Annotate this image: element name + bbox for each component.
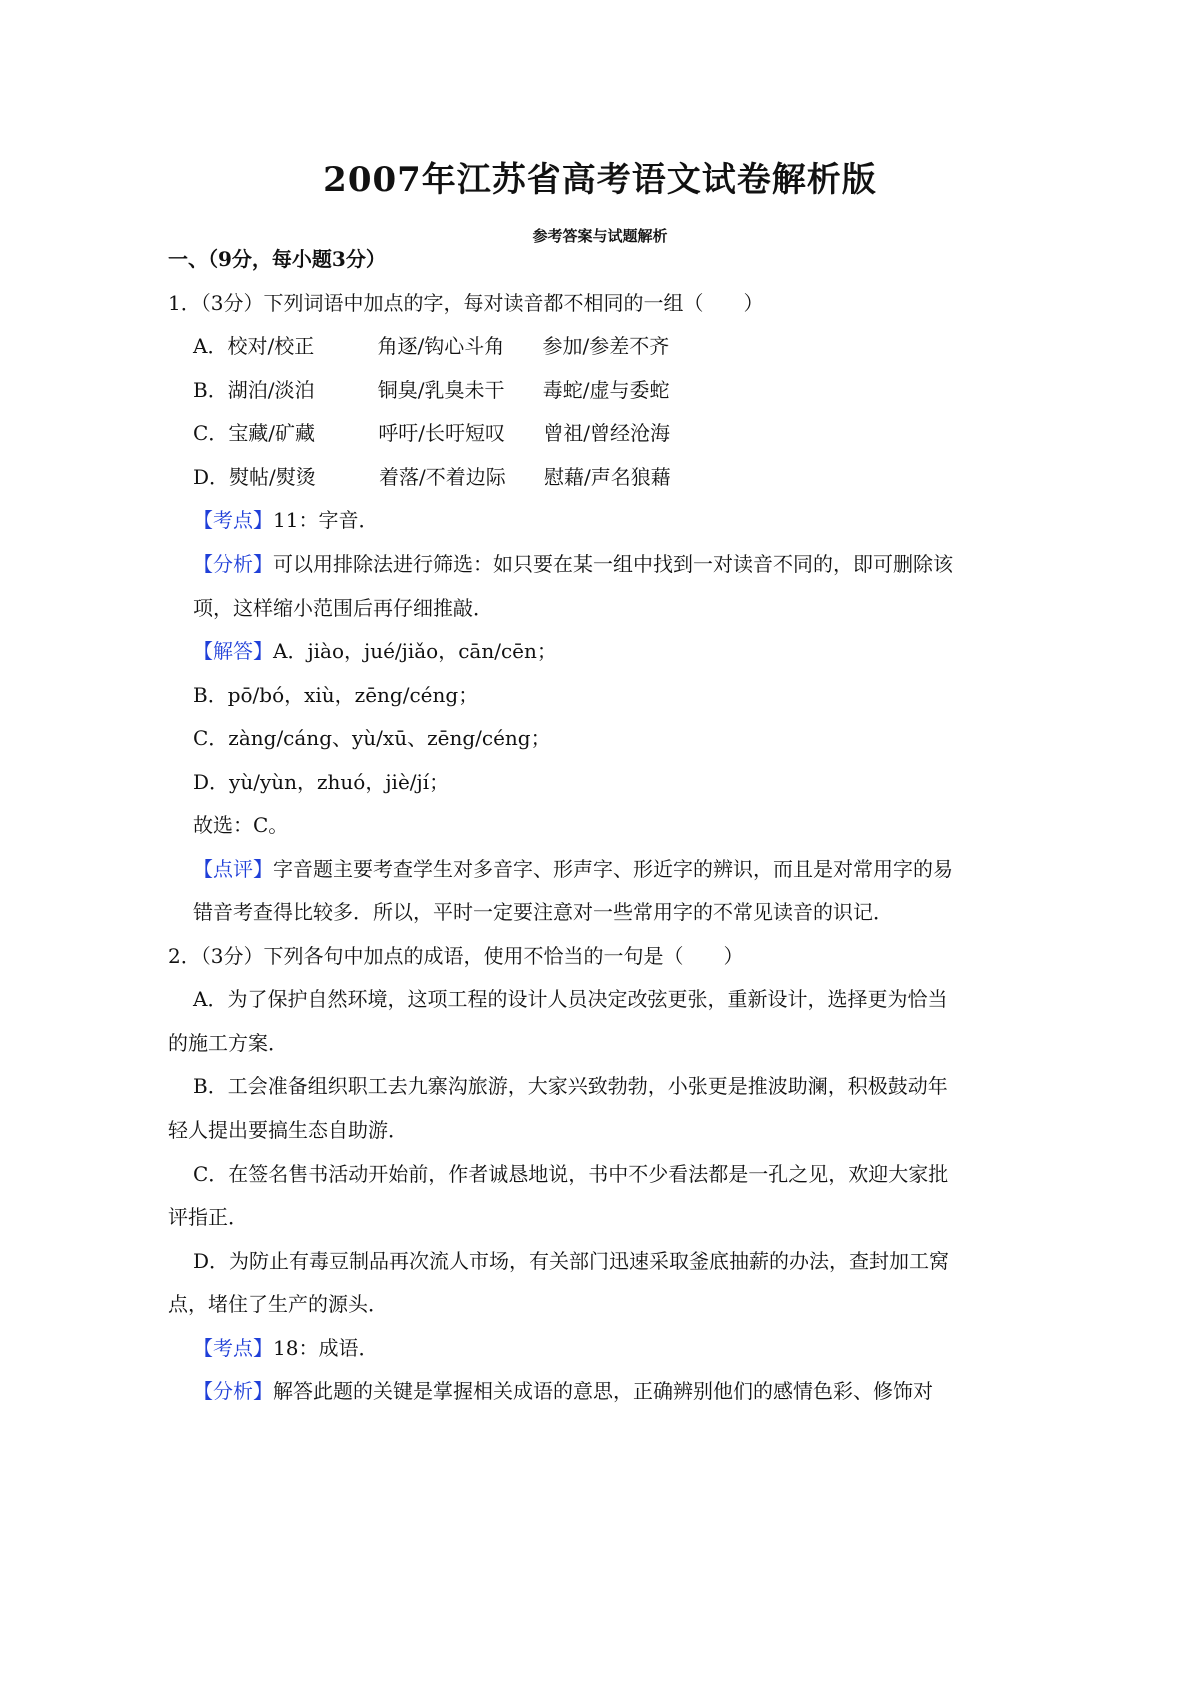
option-item: 着落/不着边际 xyxy=(379,465,506,489)
fenxi-tag: 【分析】 xyxy=(193,1379,273,1403)
q2-fenxi xyxy=(193,1377,933,1405)
q1-option-b xyxy=(193,376,669,404)
q2-kaodian xyxy=(193,1334,378,1362)
q2-option-b-cont: 轻人提出要搞生态自助游． xyxy=(168,1118,408,1142)
option-item: 参加/参差不齐 xyxy=(542,334,670,358)
option-letter: C． xyxy=(193,421,229,445)
q2-option-c: C．在签名售书活动开始前，作者诚恳地说，书中不少看法都是一孔之见，欢迎大家批 xyxy=(193,1162,949,1186)
dianping-tag: 【点评】 xyxy=(193,857,273,881)
jieda-text: A．jiào，jué/jiǎo，cān/cēn； xyxy=(273,639,557,663)
q1-fenxi xyxy=(193,550,953,578)
question-1-stem: 1．（3分）下列词语中加点的字，每对读音都不相同的一组（ ） xyxy=(168,291,764,315)
jieda-tag: 【解答】 xyxy=(193,639,273,663)
kaodian-text: 11：字音． xyxy=(273,508,379,532)
q2-option-a: A．为了保护自然环境，这项工程的设计人员决定改弦更张，重新设计，选择更为恰当 xyxy=(193,987,948,1011)
q2-option-a-cont: 的施工方案． xyxy=(168,1031,288,1055)
q1-fenxi-cont: 项，这样缩小范围后再仔细推敲． xyxy=(193,596,493,620)
fenxi-text: 可以用排除法进行筛选：如只要在某一组中找到一对读音不同的，即可删除该 xyxy=(273,552,953,576)
q2-option-d: D．为防止有毒豆制品再次流人市场，有关部门迅速采取釜底抽薪的办法，查封加工窝 xyxy=(193,1249,950,1273)
q1-answer: 故选：C。 xyxy=(193,813,289,837)
kaodian-text: 18：成语． xyxy=(273,1336,379,1360)
option-item: 宝藏/矿藏 xyxy=(228,421,316,445)
q1-option-c xyxy=(193,419,670,447)
document-title: 2007年江苏省高考语文试卷解析版 xyxy=(323,160,877,200)
option-item: 铜臭/乳臭未干 xyxy=(377,378,505,402)
option-letter: A． xyxy=(193,334,228,358)
q2-option-b: B．工会准备组织职工去九寨沟旅游，大家兴致勃勃，小张更是推波助澜，积极鼓动年 xyxy=(193,1074,948,1098)
option-item: 熨帖/熨烫 xyxy=(229,465,316,489)
option-item: 呼吁/长吁短叹 xyxy=(378,421,506,445)
q1-option-d xyxy=(193,463,671,491)
question-2-stem: 2．（3分）下列各句中加点的成语，使用不恰当的一句是（ ） xyxy=(168,944,744,968)
fenxi-tag: 【分析】 xyxy=(193,552,273,576)
option-item: 角逐/钩心斗角 xyxy=(377,334,505,358)
q2-option-d-cont: 点，堵住了生产的源头． xyxy=(168,1292,388,1316)
kaodian-tag: 【考点】 xyxy=(193,508,273,532)
option-letter: B． xyxy=(193,378,228,402)
q2-option-c-cont: 评指正． xyxy=(168,1205,248,1229)
q1-option-a xyxy=(193,332,669,360)
q1-jieda-c: C．zàng/cáng、yù/xū、zēng/céng； xyxy=(193,726,551,750)
dianping-text: 字音题主要考查学生对多音字、形声字、形近字的辨识，而且是对常用字的易 xyxy=(273,857,953,881)
q1-dianping-cont: 错音考查得比较多．所以，平时一定要注意对一些常用字的不常见读音的识记． xyxy=(193,900,893,924)
q1-jieda xyxy=(193,637,557,665)
section-heading: 一、（9分，每小题3分） xyxy=(168,247,386,271)
fenxi-text: 解答此题的关键是掌握相关成语的意思，正确辨别他们的感情色彩、修饰对 xyxy=(273,1379,933,1403)
option-letter: D． xyxy=(193,465,230,489)
option-item: 慰藉/声名狼藉 xyxy=(544,465,671,489)
kaodian-tag: 【考点】 xyxy=(193,1336,273,1360)
document-subtitle: 参考答案与试题解析 xyxy=(532,227,668,245)
option-item: 湖泊/淡泊 xyxy=(227,378,315,402)
option-item: 毒蛇/虚与委蛇 xyxy=(542,378,670,402)
q1-jieda-b: B．pō/bó，xiù，zēng/céng； xyxy=(193,683,479,707)
q1-dianping xyxy=(193,855,953,883)
q1-jieda-d: D．yù/yùn，zhuó，jiè/jí； xyxy=(193,770,450,794)
q1-kaodian xyxy=(193,506,378,534)
option-item: 校对/校正 xyxy=(227,334,315,358)
option-item: 曾祖/曾经沧海 xyxy=(543,421,671,445)
